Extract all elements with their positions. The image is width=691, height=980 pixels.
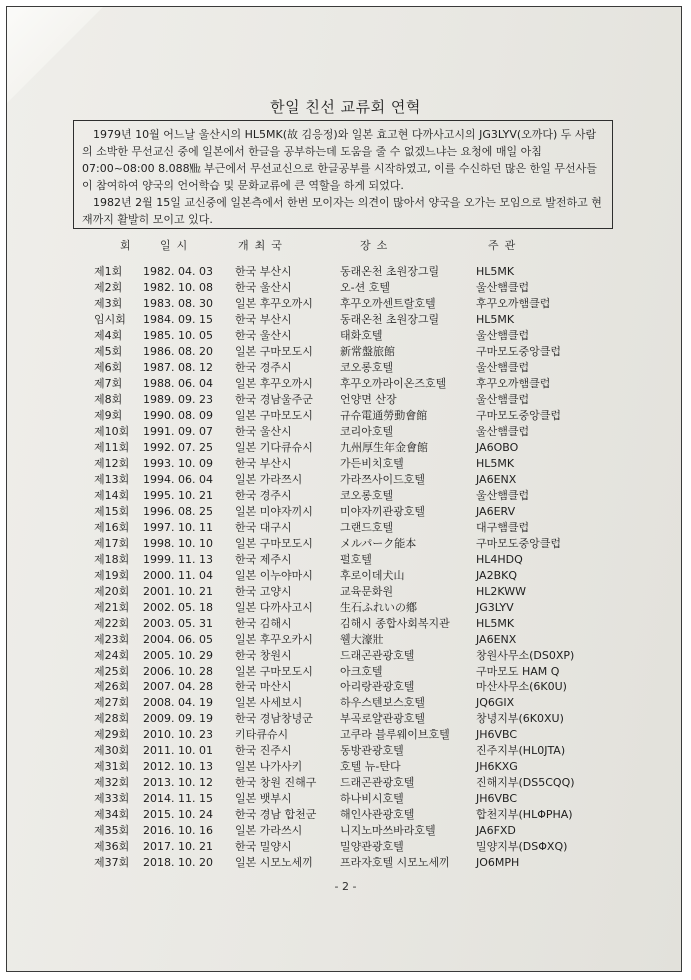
- cell-session: 제32회: [94, 776, 130, 790]
- cell-venue: 동방관광호텔: [340, 744, 404, 758]
- cell-host-country: 한국 고양시: [235, 584, 292, 598]
- cell-organizer: JG3LYV: [476, 600, 514, 614]
- cell-organizer: 후꾸오까햄클럽: [476, 296, 551, 310]
- cell-host-country: 일본 구마모도시: [235, 408, 313, 422]
- cell-session: 제27회: [94, 696, 130, 710]
- cell-date: 2017. 10. 21: [143, 840, 213, 854]
- cell-date: 1983. 08. 30: [143, 296, 213, 310]
- cell-venue: 코리아호텔: [340, 424, 394, 438]
- table-row: [0, 727, 691, 743]
- cell-date: 1995. 10. 21: [143, 488, 213, 502]
- table-row: [0, 312, 691, 328]
- cell-session: 제3회: [94, 296, 123, 310]
- cell-venue: 生石ふれいの鄕: [340, 600, 417, 614]
- cell-organizer: 울산햄클럽: [476, 328, 530, 342]
- table-row: [0, 488, 691, 504]
- cell-session: 제19회: [94, 568, 130, 582]
- cell-date: 1997. 10. 11: [143, 520, 213, 534]
- cell-host-country: 한국 창원시: [235, 648, 292, 662]
- header-host-country: 개최국: [238, 239, 288, 252]
- cell-venue: 가라쯔사이드호텔: [340, 472, 426, 486]
- cell-organizer: 구마모도 HAM Q: [476, 664, 560, 678]
- table-row: [0, 775, 691, 791]
- cell-organizer: JH6KXG: [476, 760, 518, 774]
- cell-host-country: 키타큐슈시: [235, 728, 289, 742]
- cell-venue: 펄호텔: [340, 552, 372, 566]
- cell-host-country: 일본 후꾸오까시: [235, 376, 313, 390]
- cell-venue: 교육문화원: [340, 584, 394, 598]
- cell-host-country: 한국 울산시: [235, 424, 292, 438]
- cell-date: 2004. 06. 05: [143, 632, 213, 646]
- table-row: [0, 456, 691, 472]
- cell-session: 제31회: [94, 760, 130, 774]
- cell-session: 제17회: [94, 536, 130, 550]
- cell-session: 제1회: [94, 265, 123, 278]
- cell-venue: 고쿠라 블루웨이브호텔: [340, 728, 450, 742]
- cell-date: 2006. 10. 28: [143, 664, 213, 678]
- table-row: [0, 472, 691, 488]
- cell-session: 제14회: [94, 488, 130, 502]
- cell-host-country: 일본 기다큐슈시: [235, 440, 313, 454]
- cell-venue: 해인사관광호텔: [340, 808, 415, 822]
- intro-paragraph-1: 1979년 10월 어느날 울산시의 HL5MK(故 김응정)와 일본 효고현 다까사고시의 JG3LYV(오까다) 두 사람의 소박한 무선교신 중에 일본에서 한글을 공부하는데 도움을 줄 수 없겠느냐는 요청에 매일 아침 07:00~08:00 8.088㎒ 부근에서 무선교신으로 한글공부를 시작하였고, 이를 수신하던 많은 한일 무선사들이 참여하여 양국의 언어학습 및 문화교류에 큰 역할을 하게 되었다.: [82, 128, 597, 192]
- cell-venue: 드래곤관광호텔: [340, 648, 415, 662]
- cell-date: 2005. 10. 29: [143, 648, 213, 662]
- table-row: [0, 632, 691, 648]
- cell-organizer: 진주지부(HL0JTA): [476, 744, 566, 758]
- cell-session: 제15회: [94, 504, 130, 518]
- table-row: [0, 600, 691, 616]
- cell-date: 1987. 08. 12: [143, 360, 213, 374]
- cell-date: 1982. 04. 03: [143, 265, 213, 278]
- cell-venue: 하나비시호텔: [340, 792, 404, 806]
- cell-organizer: 울산햄클럽: [476, 360, 530, 374]
- header-session: 회: [120, 239, 137, 252]
- cell-session: 제8회: [94, 392, 123, 406]
- cell-session: 제25회: [94, 664, 130, 678]
- cell-date: 1982. 10. 08: [143, 280, 213, 294]
- cell-session: 제9회: [94, 408, 123, 422]
- cell-venue: 언양면 산장: [340, 392, 397, 406]
- cell-session: 제35회: [94, 824, 130, 838]
- cell-date: 2016. 10. 16: [143, 824, 213, 838]
- document-title: 한일 친선 교류회 연혁: [270, 98, 421, 116]
- table-row: [0, 711, 691, 727]
- cell-organizer: 밀양지부(DSΦXQ): [476, 840, 568, 854]
- cell-date: 2002. 05. 18: [143, 600, 213, 614]
- table-row: [0, 839, 691, 855]
- cell-date: 1998. 10. 10: [143, 536, 213, 550]
- cell-date: 2013. 10. 12: [143, 776, 213, 790]
- cell-host-country: 일본 시모노세끼: [235, 856, 313, 870]
- cell-date: 2008. 04. 19: [143, 696, 213, 710]
- cell-session: 제16회: [94, 520, 130, 534]
- cell-date: 2012. 10. 13: [143, 760, 213, 774]
- cell-host-country: 일본 사세보시: [235, 696, 303, 710]
- cell-organizer: HL5MK: [476, 456, 515, 470]
- cell-date: 2011. 10. 01: [143, 744, 213, 758]
- cell-host-country: 한국 부산시: [235, 265, 292, 278]
- cell-session: 제11회: [94, 440, 130, 454]
- cell-session: 제10회: [94, 424, 130, 438]
- table-row: [0, 695, 691, 711]
- cell-venue: 후꾸오까라이온즈호텔: [340, 376, 447, 390]
- cell-organizer: 울산햄클럽: [476, 392, 530, 406]
- cell-venue: 후꾸오까센트랄호텔: [340, 296, 436, 310]
- cell-organizer: JA6ERV: [476, 504, 516, 518]
- table-row: [0, 679, 691, 695]
- cell-session: 제30회: [94, 744, 130, 758]
- cell-session: 제36회: [94, 840, 130, 854]
- table-row: [0, 424, 691, 440]
- cell-organizer: 대구햄클럽: [476, 520, 530, 534]
- cell-venue: 밀양관광호텔: [340, 840, 404, 854]
- cell-host-country: 일본 나가사키: [235, 760, 303, 774]
- cell-venue: 호텔 뉴-탄다: [340, 760, 401, 774]
- cell-session: 제24회: [94, 648, 130, 662]
- table-row: [0, 536, 691, 552]
- cell-venue: メルパーク能本: [340, 536, 417, 550]
- cell-organizer: JA6ENX: [476, 632, 517, 646]
- cell-venue: 후로이데犬山: [340, 568, 405, 582]
- cell-host-country: 한국 창원 진해구: [235, 776, 317, 790]
- cell-host-country: 일본 구마모도시: [235, 664, 313, 678]
- table-row: [0, 440, 691, 456]
- cell-venue: 김해시 종합사회복지관: [340, 616, 450, 630]
- table-row: [0, 743, 691, 759]
- cell-organizer: 마산사무소(6K0U): [476, 680, 567, 694]
- cell-date: 1996. 08. 25: [143, 504, 213, 518]
- cell-date: 1984. 09. 15: [143, 312, 213, 326]
- cell-host-country: 일본 구마모도시: [235, 344, 313, 358]
- table-row: [0, 759, 691, 775]
- cell-session: 제33회: [94, 792, 130, 806]
- cell-venue: 드래곤관광호텔: [340, 776, 415, 790]
- cell-session: 제12회: [94, 456, 130, 470]
- cell-organizer: 창녕지부(6K0XU): [476, 712, 564, 726]
- table-row: [0, 328, 691, 344]
- cell-organizer: JA2BKQ: [476, 568, 517, 582]
- cell-session: 제22회: [94, 616, 130, 630]
- cell-organizer: JH6VBC: [476, 792, 518, 806]
- cell-session: 제28회: [94, 712, 130, 726]
- cell-date: 1988. 06. 04: [143, 376, 213, 390]
- cell-session: 제34회: [94, 808, 130, 822]
- table-row: [0, 855, 691, 871]
- cell-organizer: 진해지부(DS5CQQ): [476, 776, 575, 790]
- cell-date: 2014. 11. 15: [143, 792, 213, 806]
- cell-organizer: JA6ENX: [476, 472, 517, 486]
- cell-session: 제13회: [94, 472, 130, 486]
- cell-date: 2018. 10. 20: [143, 856, 213, 870]
- cell-venue: 아크호텔: [340, 664, 383, 678]
- cell-host-country: 한국 대구시: [235, 520, 292, 534]
- table-row: [0, 392, 691, 408]
- table-row: [0, 344, 691, 360]
- cell-date: 1994. 06. 04: [143, 472, 213, 486]
- cell-venue: 가든비치호텔: [340, 456, 404, 470]
- cell-organizer: HL5MK: [476, 312, 515, 326]
- cell-date: 1991. 09. 07: [143, 424, 213, 438]
- cell-host-country: 일본 다까사고시: [235, 600, 313, 614]
- cell-organizer: 울산햄클럽: [476, 424, 530, 438]
- cell-organizer: JA6FXD: [476, 824, 516, 838]
- cell-host-country: 한국 울산시: [235, 328, 292, 342]
- cell-host-country: 한국 경주시: [235, 488, 292, 502]
- cell-session: 제37회: [94, 856, 130, 870]
- cell-organizer: 구마모도중앙클럽: [476, 344, 562, 358]
- cell-venue: 하우스텐보스호텔: [340, 696, 426, 710]
- cell-session: 제2회: [94, 280, 123, 294]
- cell-date: 2010. 10. 23: [143, 728, 213, 742]
- cell-host-country: 일본 이누야마시: [235, 568, 313, 582]
- cell-organizer: HL5MK: [476, 616, 515, 630]
- cell-host-country: 한국 경남 합천군: [235, 808, 317, 822]
- cell-date: 2009. 09. 19: [143, 712, 213, 726]
- cell-host-country: 한국 울산시: [235, 280, 292, 294]
- cell-session: 제20회: [94, 584, 130, 598]
- cell-venue: 新常盤旅館: [340, 344, 395, 358]
- cell-organizer: 구마모도중앙클럽: [476, 408, 562, 422]
- cell-date: 1992. 07. 25: [143, 440, 213, 454]
- cell-organizer: 합천지부(HLΦPHA): [476, 808, 573, 822]
- cell-session: 제6회: [94, 360, 123, 374]
- table-row: [0, 408, 691, 424]
- cell-venue: 동래온천 초원장그릴: [340, 312, 440, 326]
- cell-venue: 프라자호텔 시모노세끼: [340, 856, 450, 870]
- table-row: [0, 616, 691, 632]
- table-header: [0, 238, 691, 254]
- table-row: [0, 807, 691, 823]
- cell-venue: 그랜드호텔: [340, 520, 394, 534]
- cell-venue: 부곡로얄관광호텔: [340, 712, 426, 726]
- table-row: [0, 552, 691, 568]
- cell-organizer: JO6MPH: [476, 856, 520, 870]
- cell-session: 임시회: [94, 312, 126, 326]
- table-row: [0, 504, 691, 520]
- table-row: [0, 280, 691, 296]
- cell-session: 제26회: [94, 680, 130, 694]
- cell-session: 제29회: [94, 728, 130, 742]
- cell-session: 제21회: [94, 600, 130, 614]
- cell-host-country: 한국 진주시: [235, 744, 292, 758]
- cell-session: 제23회: [94, 632, 130, 646]
- cell-host-country: 한국 밀양시: [235, 840, 292, 854]
- cell-venue: 코오롱호텔: [340, 360, 394, 374]
- cell-host-country: 일본 뱃부시: [235, 792, 292, 806]
- page-number: - 2 -: [334, 880, 357, 893]
- header-venue: 장소: [360, 239, 394, 252]
- cell-venue: 니지노마쓰바라호텔: [340, 824, 436, 838]
- cell-host-country: 일본 구마모도시: [235, 536, 313, 550]
- cell-organizer: JH6VBC: [476, 728, 518, 742]
- cell-venue: 오-션 호텔: [340, 280, 390, 294]
- cell-host-country: 한국 김해시: [235, 616, 292, 630]
- cell-host-country: 한국 경주시: [235, 360, 292, 374]
- table-row: [0, 520, 691, 536]
- cell-host-country: 일본 가라쯔시: [235, 472, 303, 486]
- cell-date: 2007. 04. 28: [143, 680, 213, 694]
- cell-venue: 미야자끼관광호텔: [340, 504, 426, 518]
- cell-date: 1985. 10. 05: [143, 328, 213, 342]
- cell-session: 제4회: [94, 328, 123, 342]
- intro-paragraph-2: 1982년 2월 15일 교신중에 일본측에서 한번 모이자는 의견이 많아서 양국을 오가는 모임으로 발전하고 현재까지 활발히 모이고 있다.: [82, 196, 602, 226]
- cell-date: 2001. 10. 21: [143, 584, 213, 598]
- table-row: [0, 584, 691, 600]
- cell-venue: 九州厚生年金會館: [340, 440, 428, 454]
- table-row: [0, 296, 691, 312]
- cell-date: 2003. 05. 31: [143, 616, 213, 630]
- cell-venue: 아리랑관광호텔: [340, 680, 415, 694]
- cell-host-country: 일본 가라쓰시: [235, 824, 303, 838]
- table-row: [0, 264, 691, 280]
- cell-organizer: JQ6GIX: [476, 696, 515, 710]
- cell-host-country: 한국 마산시: [235, 680, 292, 694]
- table-row: [0, 360, 691, 376]
- intro-box: [73, 120, 613, 229]
- cell-organizer: HL2KWW: [476, 584, 526, 598]
- cell-host-country: 한국 경남창녕군: [235, 712, 313, 726]
- cell-venue: 동래온천 초원장그릴: [340, 265, 440, 278]
- cell-venue: 태화호텔: [340, 328, 383, 342]
- cell-venue: 코오롱호텔: [340, 488, 394, 502]
- cell-session: 제5회: [94, 344, 123, 358]
- cell-organizer: 창원사무소(DS0XP): [476, 648, 575, 662]
- cell-host-country: 한국 부산시: [235, 456, 292, 470]
- table-row: [0, 648, 691, 664]
- cell-organizer: HL5MK: [476, 265, 515, 278]
- cell-venue: 웰大濠壯: [340, 632, 384, 646]
- cell-date: 2000. 11. 04: [143, 568, 213, 582]
- cell-host-country: 일본 후꾸오까시: [235, 296, 313, 310]
- cell-date: 1993. 10. 09: [143, 456, 213, 470]
- table-row: [0, 568, 691, 584]
- table-row: [0, 664, 691, 680]
- cell-organizer: 울산햄클럽: [476, 280, 530, 294]
- cell-host-country: 한국 경남울주군: [235, 392, 313, 406]
- cell-organizer: JA6OBO: [476, 440, 519, 454]
- table-row: [0, 791, 691, 807]
- cell-date: 1989. 09. 23: [143, 392, 213, 406]
- table-row: [0, 823, 691, 839]
- cell-venue: 규슈電通勞動會館: [340, 408, 428, 422]
- cell-host-country: 한국 제주시: [235, 552, 292, 566]
- cell-organizer: HL4HDQ: [476, 552, 523, 566]
- cell-host-country: 일본 후꾸오카시: [235, 632, 313, 646]
- header-organizer: 주관: [488, 239, 522, 252]
- cell-organizer: 구마모도중앙클럽: [476, 536, 562, 550]
- cell-host-country: 일본 미야자끼시: [235, 504, 313, 518]
- cell-date: 2015. 10. 24: [143, 808, 213, 822]
- cell-date: 1999. 11. 13: [143, 552, 213, 566]
- cell-host-country: 한국 부산시: [235, 312, 292, 326]
- cell-session: 제7회: [94, 376, 123, 390]
- cell-date: 1986. 08. 20: [143, 344, 213, 358]
- cell-organizer: 후꾸오까햄클럽: [476, 376, 551, 390]
- cell-organizer: 울산햄클럽: [476, 488, 530, 502]
- cell-session: 제18회: [94, 552, 130, 566]
- header-date: 일시: [160, 239, 194, 252]
- cell-date: 1990. 08. 09: [143, 408, 213, 422]
- table-row: [0, 376, 691, 392]
